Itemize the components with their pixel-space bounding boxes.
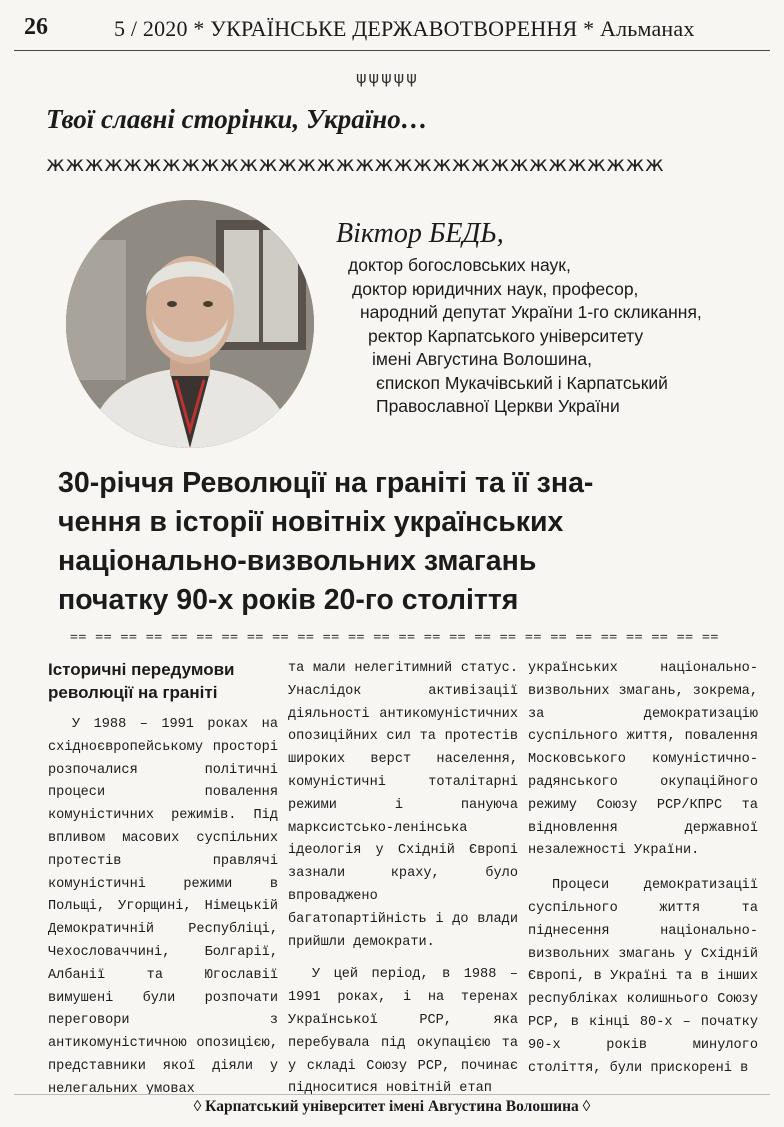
paragraph: українських національно-визвольних змагань, зокрема, за демократизацію суспільного життя, повалення Московського комуністично-радянського окупаційного режиму Союзу РСР/КПРС та відновлення державної незалежності України. [528, 661, 758, 859]
author-name: Віктор БЕДЬ, [336, 218, 504, 249]
article-title-line: чення в історії новітніх українських [58, 506, 564, 538]
footer-rule [14, 1094, 770, 1095]
author-credential-line: Православної Церкви України [376, 396, 620, 416]
author-credential-line: доктор богословських наук, [348, 255, 571, 275]
author-credential-line: народний депутат України 1-го скликання, [360, 302, 702, 322]
top-ornament: ψψψψψ [356, 68, 419, 87]
section-subheading: Історичні передумови революції на граніті [48, 660, 235, 702]
running-header-title: 5 / 2020 * УКРАЇНСЬКЕ ДЕРЖАВОТВОРЕННЯ * Альманах [114, 16, 695, 41]
author-credentials [348, 254, 702, 419]
ornament-divider: жжжжжжжжжжжжжжжжжжжжжжжжжжжжжжжж [46, 152, 665, 176]
dash-separator: == == == == == == == == == == == == == == == == == == == == == == == == == == [70, 630, 719, 645]
paragraph: У 1988 – 1991 роках на східноєвропейському просторі розпочалися політичні процеси повалення комуністичних режимів. Під впливом масових суспільних протестів правлячі комуністичні режими в Польщі, Угорщині, Німецькій Демократичній Республіці, Чехословаччині, Болгарії, Албанії та Югославії вимушені були розпочати переговори з антикомуністичною опозицією, представники якої діяли у нелегальних умовах [48, 717, 278, 1097]
text-column-3 [528, 658, 758, 1080]
paragraph: та мали нелегітимний статус. Унаслідок активізації діяльності антикомуністичних опозиційних сил та протестів широких верст населення, комуністичні тоталітарні режими і пануюча марксистсько-ленінська ідеологія у Східній Європі зазнали краху, було впроваджено багатопартійність і до влади прийшли демократи. [288, 661, 518, 950]
author-credential-line: єпископ Мукачівський і Карпатський [376, 372, 668, 393]
author-credential-line: доктор юридичних наук, професор, [352, 278, 639, 299]
author-credential-line: ректор Карпатського університету [368, 325, 644, 346]
article-title-line: 30-річчя Революції на граніті та її зна- [58, 467, 594, 499]
paragraph: Процеси демократизації суспільного життя та піднесення національно-визвольних змагань у Східній Європі, в Україні та в інших республіках колишнього Союзу РСР, в кінці 80-х – початку 90-х років минулого століття, були прискорені в [528, 878, 758, 1076]
text-column-1 [48, 658, 278, 1102]
article-title [58, 464, 593, 620]
author-credential-line: імені Августина Волошина, [372, 349, 593, 369]
author-portrait [66, 200, 314, 448]
article-title-line: національно-визвольних змагань [58, 545, 537, 577]
section-title: Твої славні сторінки, Україно… [46, 104, 428, 134]
page-number: 26 [24, 14, 48, 40]
text-column-2 [288, 658, 518, 1101]
paragraph: У цей період, в 1988 – 1991 роках, і на теренах Української РСР, яка перебувала під окупацією та у складі Союзу РСР, починає підноситися новітній етап [288, 967, 518, 1097]
page-footer: ◊ Карпатський університет імені Августина Волошина ◊ [193, 1098, 591, 1115]
article-title-line: початку 90-х років 20-го століття [58, 584, 519, 616]
